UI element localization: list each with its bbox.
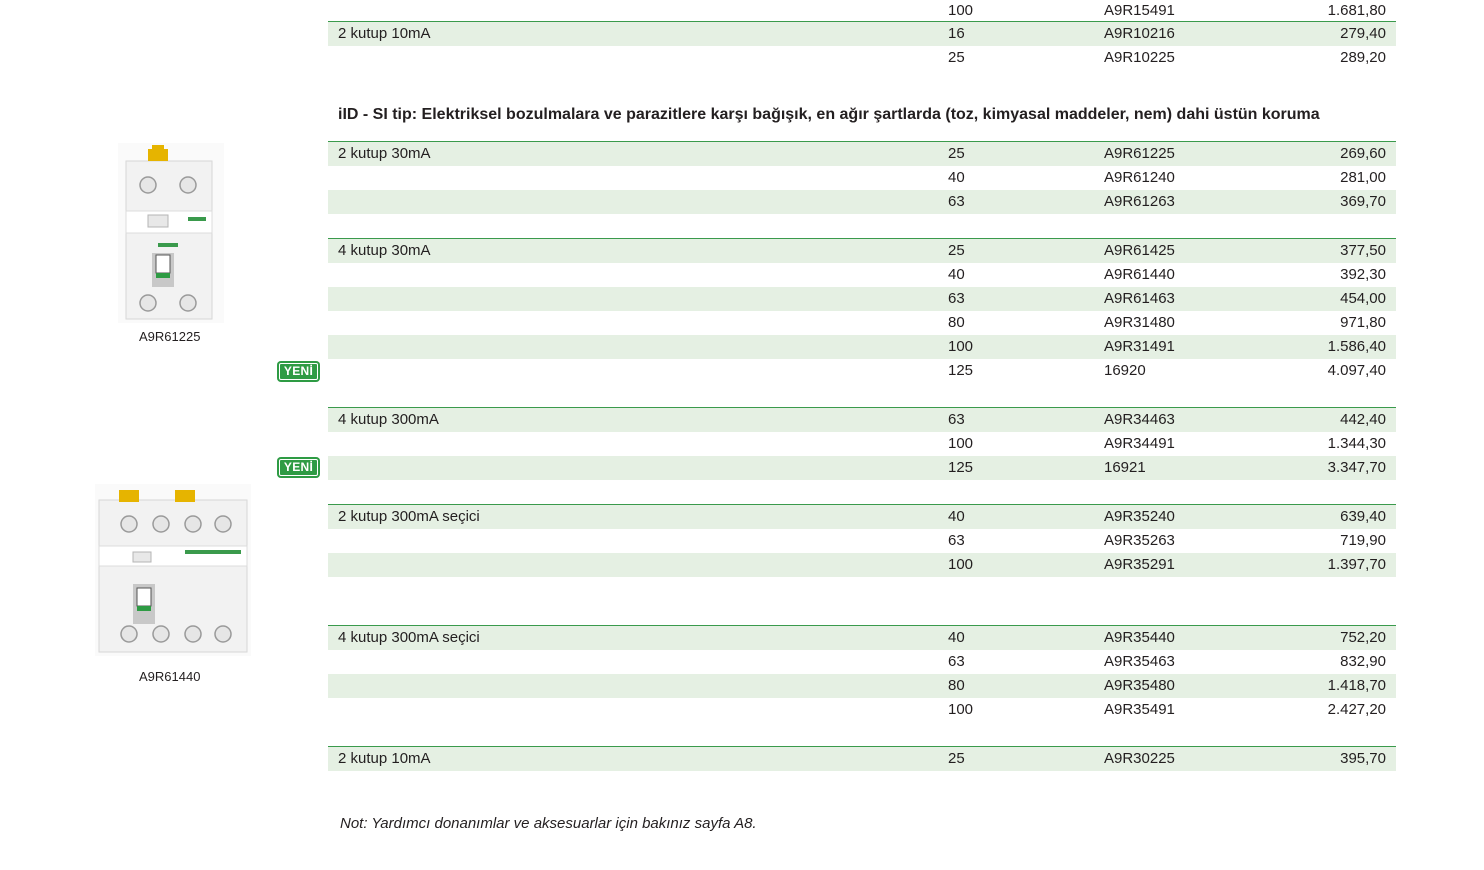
- table-row: [328, 432, 1396, 456]
- unit-price: 1.681,80: [1327, 2, 1386, 19]
- rated-current: 63: [948, 290, 965, 307]
- table-row: [328, 698, 1396, 722]
- reference-code: A9R35291: [1104, 556, 1175, 573]
- rated-current: 25: [948, 750, 965, 767]
- product-image-2-pole: [118, 143, 224, 323]
- reference-code: A9R15491: [1104, 2, 1175, 19]
- unit-price: 1.586,40: [1327, 338, 1386, 355]
- unit-price: 4.097,40: [1327, 362, 1386, 379]
- unit-price: 369,70: [1340, 193, 1386, 210]
- rated-current: 100: [948, 556, 974, 573]
- rated-current: 100: [948, 435, 974, 452]
- table-row: [328, 190, 1396, 214]
- reference-code: A9R31480: [1104, 314, 1175, 331]
- unit-price: 1.397,70: [1327, 556, 1386, 573]
- 2-pole-rcd-device-icon: [118, 143, 224, 323]
- reference-code: A9R61463: [1104, 290, 1175, 307]
- rated-current: 25: [948, 242, 965, 259]
- group-spacer: [328, 383, 1396, 407]
- reference-code: A9R35240: [1104, 508, 1175, 525]
- table-row: [328, 746, 1396, 771]
- unit-price: 832,90: [1340, 653, 1386, 670]
- reference-code: A9R61440: [1104, 266, 1175, 283]
- new-badge: YENİ: [277, 457, 320, 478]
- unit-price: 639,40: [1340, 508, 1386, 525]
- reference-code: A9R10216: [1104, 25, 1175, 42]
- group-spacer: [328, 480, 1396, 504]
- table-row: [328, 263, 1396, 287]
- reference-code: A9R34491: [1104, 435, 1175, 452]
- footnote: Not: Yardımcı donanımlar ve aksesuarlar için bakınız sayfa A8.: [340, 815, 757, 832]
- unit-price: 1.344,30: [1327, 435, 1386, 452]
- 4-pole-rcd-device-icon: [95, 484, 251, 656]
- product-description: 4 kutup 300mA: [338, 411, 439, 428]
- product-description: 2 kutup 30mA: [338, 145, 431, 162]
- table-row: [328, 335, 1396, 359]
- group-spacer: [328, 601, 1396, 625]
- section-heading: iID - SI tip: Elektriksel bozulmalara ve parazitlere karşı bağışık, en ağır şartlarda (toz, kimyasal maddeler, nem) dahi üstün koruma: [338, 106, 1320, 123]
- rated-current: 16: [948, 25, 965, 42]
- reference-code: A9R35463: [1104, 653, 1175, 670]
- unit-price: 395,70: [1340, 750, 1386, 767]
- rated-current: 100: [948, 2, 974, 19]
- table-row: [328, 46, 1396, 70]
- table-row: [328, 674, 1396, 698]
- group-spacer: [328, 722, 1396, 746]
- unit-price: 3.347,70: [1327, 459, 1386, 476]
- rated-current: 63: [948, 532, 965, 549]
- rated-current: 40: [948, 508, 965, 525]
- new-badge: YENİ: [277, 361, 320, 382]
- rated-current: 125: [948, 459, 974, 476]
- table-row: [328, 553, 1396, 577]
- unit-price: 454,00: [1340, 290, 1386, 307]
- rated-current: 100: [948, 701, 974, 718]
- reference-code: A9R35480: [1104, 677, 1175, 694]
- main-table: [328, 141, 1396, 771]
- group-spacer: [328, 577, 1396, 601]
- product-caption-1: A9R61225: [139, 329, 201, 344]
- table-row: [328, 529, 1396, 553]
- reference-code: 16921: [1104, 459, 1146, 476]
- unit-price: 971,80: [1340, 314, 1386, 331]
- table-row: [328, 141, 1396, 166]
- table-row: [328, 456, 1396, 480]
- unit-price: 269,60: [1340, 145, 1386, 162]
- rated-current: 40: [948, 629, 965, 646]
- table-row: [328, 625, 1396, 650]
- unit-price: 752,20: [1340, 629, 1386, 646]
- table-row: [328, 650, 1396, 674]
- unit-price: 442,40: [1340, 411, 1386, 428]
- reference-code: A9R30225: [1104, 750, 1175, 767]
- top-table: [328, 0, 1396, 70]
- table-row: [328, 287, 1396, 311]
- reference-code: A9R61263: [1104, 193, 1175, 210]
- product-description: 2 kutup 10mA: [338, 25, 431, 42]
- product-image-4-pole: [95, 484, 251, 656]
- rated-current: 125: [948, 362, 974, 379]
- reference-code: 16920: [1104, 362, 1146, 379]
- unit-price: 281,00: [1340, 169, 1386, 186]
- rated-current: 80: [948, 677, 965, 694]
- reference-code: A9R35263: [1104, 532, 1175, 549]
- unit-price: 377,50: [1340, 242, 1386, 259]
- table-row: [328, 166, 1396, 190]
- product-description: 2 kutup 10mA: [338, 750, 431, 767]
- table-row: [328, 238, 1396, 263]
- rated-current: 40: [948, 266, 965, 283]
- rated-current: 25: [948, 49, 965, 66]
- unit-price: 2.427,20: [1327, 701, 1386, 718]
- table-row: [328, 311, 1396, 335]
- rated-current: 63: [948, 411, 965, 428]
- reference-code: A9R35491: [1104, 701, 1175, 718]
- table-row: [328, 0, 1396, 21]
- unit-price: 392,30: [1340, 266, 1386, 283]
- product-description: 4 kutup 30mA: [338, 242, 431, 259]
- unit-price: 289,20: [1340, 49, 1386, 66]
- product-description: 2 kutup 300mA seçici: [338, 508, 480, 525]
- reference-code: A9R31491: [1104, 338, 1175, 355]
- group-spacer: [328, 214, 1396, 238]
- product-description: 4 kutup 300mA seçici: [338, 629, 480, 646]
- rated-current: 100: [948, 338, 974, 355]
- table-row: [328, 504, 1396, 529]
- reference-code: A9R61225: [1104, 145, 1175, 162]
- reference-code: A9R34463: [1104, 411, 1175, 428]
- table-row: [328, 21, 1396, 46]
- reference-code: A9R61240: [1104, 169, 1175, 186]
- unit-price: 279,40: [1340, 25, 1386, 42]
- table-row: [328, 407, 1396, 432]
- rated-current: 40: [948, 169, 965, 186]
- rated-current: 25: [948, 145, 965, 162]
- reference-code: A9R10225: [1104, 49, 1175, 66]
- unit-price: 1.418,70: [1327, 677, 1386, 694]
- reference-code: A9R35440: [1104, 629, 1175, 646]
- rated-current: 80: [948, 314, 965, 331]
- table-row: [328, 359, 1396, 383]
- reference-code: A9R61425: [1104, 242, 1175, 259]
- product-caption-2: A9R61440: [139, 669, 201, 684]
- rated-current: 63: [948, 193, 965, 210]
- unit-price: 719,90: [1340, 532, 1386, 549]
- rated-current: 63: [948, 653, 965, 670]
